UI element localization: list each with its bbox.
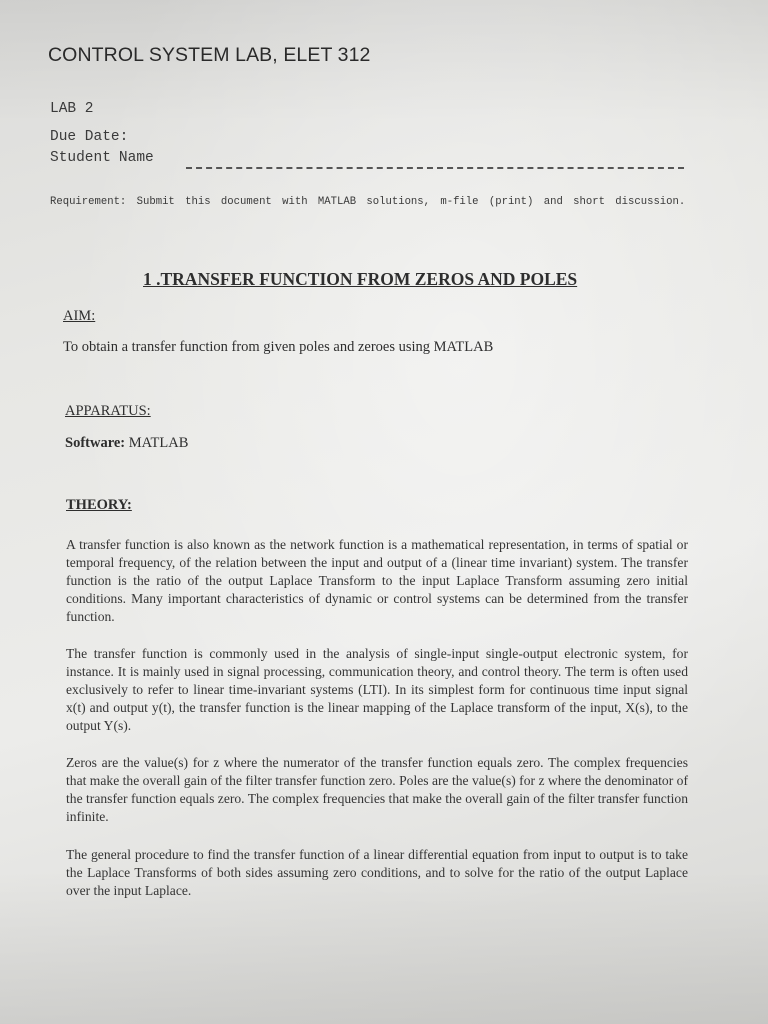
theory-paragraph: The transfer function is commonly used in the analysis of single-input single-output electronic system, for instance. It is mainly used in signal processing, communication theory, and control theory. The term is often used exclusively to refer to linear time-invariant systems (LTI). In its simplest form for continuous time input signal x(t) and output y(t), the transfer function is the linear mapping of the Laplace transform of the input, X(s), to the output Y(s). — [66, 646, 688, 733]
student-name-field — [50, 150, 154, 166]
theory-paragraph: The general procedure to find the transfer function of a linear differential equation from input to output is to take the Laplace Transforms of both sides assuming zero conditions, and to solve for the ratio of the output Laplace over the input Laplace. — [66, 847, 688, 898]
lab-number: LAB 2 — [50, 101, 94, 117]
aim-text: To obtain a transfer function from given poles and zeroes using MATLAB — [63, 339, 494, 355]
student-label: Student — [50, 150, 111, 166]
name-fill-line — [186, 167, 684, 169]
apparatus-heading: APPARATUS: — [65, 403, 151, 419]
course-title: CONTROL SYSTEM LAB, ELET 312 — [48, 44, 371, 66]
theory-paragraph: A transfer function is also known as the network function is a mathematical representation, in terms of spatial or temporal frequency, of the relation between the input and output of a (linear time invariant) system. The transfer function is the ratio of the output Laplace Transform to the input Laplace Transform assuming zero initial conditions. Many important characteristics of dynamic or control systems can be determined from the transfer function. — [66, 537, 688, 624]
software-line — [65, 435, 188, 452]
theory-heading: THEORY: — [66, 497, 132, 513]
software-label: Software: — [65, 435, 126, 451]
aim-heading: AIM: — [63, 308, 96, 324]
due-date-label: Due Date: — [50, 129, 129, 145]
name-label: Name — [118, 150, 154, 166]
software-value: MATLAB — [128, 435, 189, 451]
theory-paragraph: Zeros are the value(s) for z where the numerator of the transfer function equals zero. The complex frequencies that make the overall gain of the filter transfer function zero. Poles are the value(s) for z where the denominator of the transfer function equals zero. The complex frequencies that make the overall gain of the filter transfer function infinite. — [66, 755, 688, 824]
requirement-text: Requirement: Submit this document with MATLAB solutions, m-file (print) and short discussion. — [50, 196, 686, 208]
section-title: 1 .TRANSFER FUNCTION FROM ZEROS AND POLES — [143, 269, 578, 289]
